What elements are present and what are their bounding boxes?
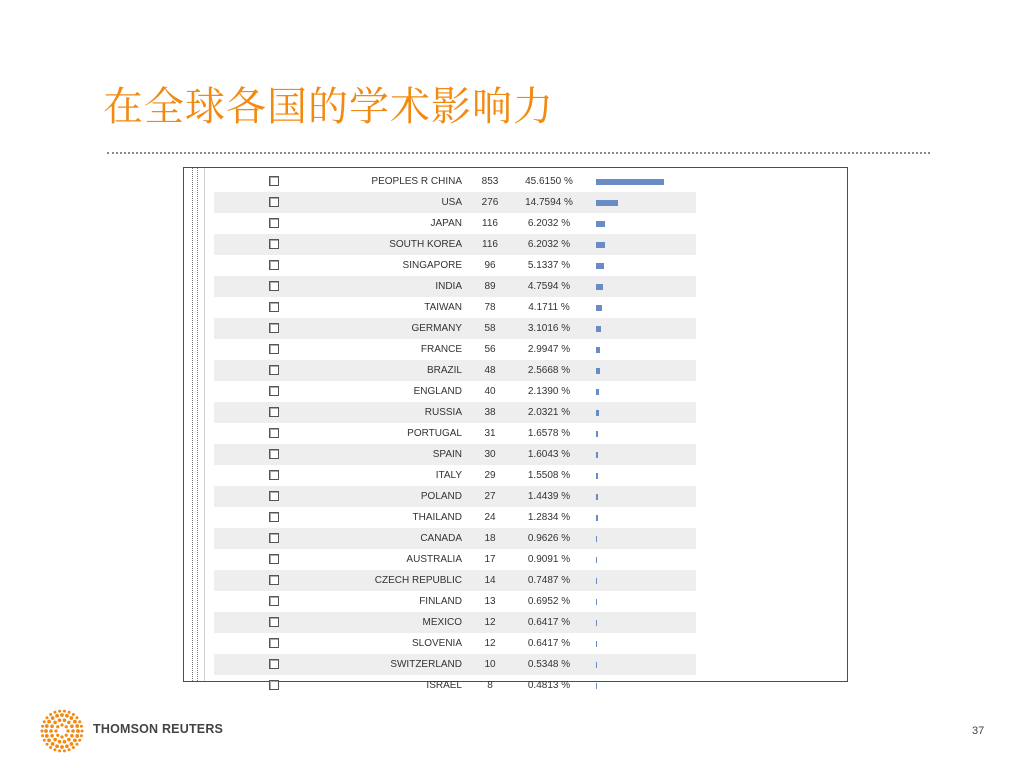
record-count: 58	[470, 318, 510, 339]
percent-bar	[596, 368, 600, 374]
record-percent: 0.6417 %	[527, 638, 571, 649]
logo-dot	[70, 724, 74, 728]
record-count: 29	[484, 470, 496, 481]
country-name: SINGAPORE	[402, 260, 462, 271]
logo-dot	[63, 718, 67, 722]
logo-dot	[78, 739, 81, 742]
record-count: 12	[484, 638, 496, 649]
logo-dot	[60, 713, 64, 717]
logo-dot	[41, 730, 44, 733]
percent-bar	[596, 305, 602, 311]
percent-bar	[596, 452, 598, 458]
table-row	[214, 507, 696, 528]
record-count: 30	[470, 444, 510, 465]
logo-dot	[73, 720, 77, 724]
logo-dot	[49, 746, 52, 749]
country-name: SPAIN	[334, 444, 470, 465]
percent-bar	[596, 326, 601, 332]
record-percent: 45.6150 %	[525, 176, 573, 187]
percent-bar	[596, 179, 664, 185]
row-select-checkbox[interactable]	[269, 617, 279, 627]
table-row	[214, 423, 696, 444]
logo-dot	[80, 734, 83, 737]
record-count: 48	[470, 360, 510, 381]
record-percent: 3.1016 %	[510, 318, 588, 339]
percent-bar	[596, 536, 597, 542]
logo-dot	[50, 724, 54, 728]
record-percent: 4.1711 %	[528, 302, 570, 313]
record-percent: 0.9091 %	[527, 554, 571, 565]
table-row	[214, 570, 696, 591]
country-name: CZECH REPUBLIC	[334, 570, 470, 591]
record-count: 96	[484, 260, 496, 271]
record-count: 89	[470, 276, 510, 297]
logo-dot	[65, 744, 69, 748]
country-name: ITALY	[435, 470, 462, 481]
logo-dot	[68, 748, 71, 751]
row-select-checkbox[interactable]	[269, 218, 279, 228]
logo-dot	[81, 730, 84, 733]
table-row	[214, 360, 696, 381]
row-select-checkbox[interactable]	[269, 449, 279, 459]
row-select-checkbox[interactable]	[269, 596, 279, 606]
table-row	[214, 402, 696, 423]
country-name: PEOPLES R CHINA	[371, 176, 462, 187]
logo-dot	[46, 743, 49, 746]
row-select-checkbox[interactable]	[269, 197, 279, 207]
record-count: 8	[487, 680, 493, 691]
row-select-checkbox[interactable]	[269, 680, 279, 690]
logo-dot	[58, 710, 61, 713]
percent-bar	[596, 221, 605, 227]
table-row	[214, 381, 696, 402]
table-row	[214, 633, 696, 654]
record-percent: 5.1337 %	[527, 260, 571, 271]
logo-dot	[75, 716, 78, 719]
percent-bar	[596, 284, 603, 290]
country-name: RUSSIA	[334, 402, 470, 423]
record-percent: 0.5348 %	[510, 654, 588, 675]
logo-dot	[66, 729, 69, 732]
logo-dot	[55, 744, 59, 748]
logo-dot	[56, 725, 59, 728]
logo-dot	[75, 743, 78, 746]
country-name: JAPAN	[430, 218, 462, 229]
country-name: SLOVENIA	[411, 638, 462, 649]
record-percent: 4.7594 %	[510, 276, 588, 297]
country-name: ENGLAND	[413, 386, 462, 397]
row-select-checkbox[interactable]	[269, 365, 279, 375]
record-percent: 0.4813 %	[527, 680, 571, 691]
record-count: 14	[470, 570, 510, 591]
logo-dot	[58, 718, 62, 722]
logo-dot	[54, 729, 57, 732]
record-count: 40	[484, 386, 496, 397]
row-select-checkbox[interactable]	[269, 386, 279, 396]
row-select-checkbox[interactable]	[269, 344, 279, 354]
record-count: 56	[484, 344, 496, 355]
country-name: TAIWAN	[424, 302, 462, 313]
table-row	[214, 276, 696, 297]
country-name: CANADA	[334, 528, 470, 549]
record-count: 31	[484, 428, 496, 439]
record-count: 24	[484, 512, 496, 523]
record-percent: 1.2834 %	[527, 512, 571, 523]
logo-dot	[45, 724, 49, 728]
logo-dot	[58, 740, 62, 744]
record-count: 116	[470, 234, 510, 255]
logo-dot	[60, 745, 64, 749]
record-percent: 2.0321 %	[510, 402, 588, 423]
logo-dot	[75, 734, 79, 738]
percent-bar	[596, 431, 598, 437]
logo-dot	[70, 716, 74, 720]
record-count: 116	[482, 218, 498, 229]
record-count: 10	[470, 654, 510, 675]
record-percent: 0.7487 %	[510, 570, 588, 591]
logo-dot	[41, 734, 44, 737]
percent-bar	[596, 578, 597, 584]
table-row	[214, 465, 696, 486]
row-select-checkbox[interactable]	[269, 575, 279, 585]
table-row	[214, 255, 696, 276]
percent-bar	[596, 494, 598, 500]
record-percent: 2.5668 %	[510, 360, 588, 381]
percent-bar	[596, 620, 597, 626]
brand-name: THOMSON REUTERS	[93, 722, 224, 736]
table-row	[214, 192, 696, 213]
logo-dot	[41, 725, 44, 728]
percent-bar	[596, 347, 600, 353]
table-row	[214, 654, 696, 675]
logo-dot	[63, 710, 66, 713]
logo-dot	[53, 748, 56, 751]
panel-guide-line	[197, 168, 198, 681]
row-select-checkbox[interactable]	[269, 470, 279, 480]
country-name: AUSTRALIA	[406, 554, 462, 565]
table-row	[214, 234, 696, 255]
logo-dot	[67, 721, 71, 725]
percent-bar	[596, 599, 597, 605]
country-name: SOUTH KOREA	[334, 234, 470, 255]
row-select-checkbox[interactable]	[269, 659, 279, 669]
logo-dot	[60, 735, 63, 738]
logo-dot	[63, 740, 67, 744]
percent-bar	[596, 263, 604, 269]
percent-bar	[596, 410, 599, 416]
table-row	[214, 591, 696, 612]
results-table	[214, 171, 696, 696]
record-percent: 0.6952 %	[527, 596, 571, 607]
logo-dot	[53, 738, 57, 742]
logo-dot	[58, 749, 61, 752]
row-select-checkbox[interactable]	[269, 554, 279, 564]
row-select-checkbox[interactable]	[269, 512, 279, 522]
record-count: 78	[484, 302, 496, 313]
row-select-checkbox[interactable]	[269, 302, 279, 312]
thomson-reuters-logo-icon	[40, 709, 84, 753]
record-percent: 0.6417 %	[510, 612, 588, 633]
logo-dot	[56, 734, 59, 737]
country-name: BRAZIL	[334, 360, 470, 381]
table-row	[214, 318, 696, 339]
logo-dot	[53, 721, 57, 725]
logo-dot	[51, 742, 55, 746]
row-select-checkbox[interactable]	[269, 428, 279, 438]
percent-bar	[596, 389, 599, 395]
percent-bar	[596, 641, 597, 647]
title-divider	[107, 152, 930, 154]
logo-dot	[76, 729, 80, 733]
table-row	[214, 486, 696, 507]
country-name: THAILAND	[412, 512, 462, 523]
logo-dot	[72, 713, 75, 716]
logo-dot	[43, 739, 46, 742]
record-count: 38	[470, 402, 510, 423]
row-select-checkbox[interactable]	[269, 176, 279, 186]
logo-dot	[65, 734, 68, 737]
logo-dot	[44, 729, 48, 733]
percent-bar	[596, 473, 598, 479]
logo-dot	[49, 713, 52, 716]
row-select-checkbox[interactable]	[269, 260, 279, 270]
logo-dot	[55, 714, 59, 718]
logo-dot	[63, 749, 66, 752]
table-row	[214, 213, 696, 234]
logo-dot	[46, 716, 49, 719]
record-percent: 1.4439 %	[510, 486, 588, 507]
logo-dot	[51, 716, 55, 720]
record-count: 17	[484, 554, 496, 565]
table-row	[214, 339, 696, 360]
logo-dot	[71, 729, 75, 733]
record-count: 12	[470, 612, 510, 633]
logo-dot	[47, 739, 51, 743]
table-row	[214, 612, 696, 633]
country-name: FRANCE	[420, 344, 462, 355]
row-select-checkbox[interactable]	[269, 533, 279, 543]
record-count: 18	[470, 528, 510, 549]
row-select-checkbox[interactable]	[269, 239, 279, 249]
country-name: FINLAND	[419, 596, 462, 607]
country-name: USA	[334, 192, 470, 213]
logo-dot	[65, 714, 69, 718]
table-row	[214, 675, 696, 696]
logo-dot	[70, 734, 74, 738]
record-percent: 1.6043 %	[510, 444, 588, 465]
slide-title: 在全球各国的学术影响力	[103, 84, 554, 130]
table-row	[214, 444, 696, 465]
logo-dot	[67, 738, 71, 742]
country-name: SWITZERLAND	[334, 654, 470, 675]
table-row	[214, 171, 696, 192]
row-select-checkbox[interactable]	[269, 638, 279, 648]
percent-bar	[596, 242, 605, 248]
record-percent: 14.7594 %	[510, 192, 588, 213]
record-percent: 6.2032 %	[527, 218, 571, 229]
table-row	[214, 549, 696, 570]
panel-guide-line	[204, 168, 205, 681]
logo-dot	[75, 724, 79, 728]
logo-dot	[80, 725, 83, 728]
country-name: POLAND	[334, 486, 470, 507]
row-select-checkbox[interactable]	[269, 281, 279, 291]
record-count: 27	[470, 486, 510, 507]
record-percent: 1.6578 %	[527, 428, 571, 439]
record-percent: 2.9947 %	[527, 344, 571, 355]
record-count: 853	[481, 176, 499, 187]
logo-dot	[60, 723, 63, 726]
logo-dot	[72, 746, 75, 749]
logo-dot	[65, 725, 68, 728]
record-percent: 6.2032 %	[510, 234, 588, 255]
record-count: 13	[484, 596, 496, 607]
percent-bar	[596, 557, 597, 563]
record-count: 276	[470, 192, 510, 213]
logo-dot	[68, 711, 71, 714]
record-percent: 0.9626 %	[510, 528, 588, 549]
record-percent: 1.5508 %	[527, 470, 571, 481]
logo-dot	[43, 720, 46, 723]
record-percent: 2.1390 %	[527, 386, 571, 397]
country-name: PORTUGAL	[407, 428, 462, 439]
logo-dot	[49, 729, 53, 733]
percent-bar	[596, 515, 598, 521]
logo-dot	[50, 734, 54, 738]
panel-guide-line	[192, 168, 193, 681]
country-name: INDIA	[334, 276, 470, 297]
logo-dot	[78, 720, 81, 723]
country-name: GERMANY	[334, 318, 470, 339]
percent-bar	[596, 683, 597, 689]
table-row	[214, 528, 696, 549]
table-row	[214, 297, 696, 318]
page-number: 37	[972, 725, 985, 737]
logo-dot	[47, 720, 51, 724]
logo-dot	[45, 734, 49, 738]
logo-dot	[53, 711, 56, 714]
row-select-checkbox[interactable]	[269, 407, 279, 417]
country-name: MEXICO	[334, 612, 470, 633]
country-name: ISRAEL	[426, 680, 462, 691]
results-panel[interactable]	[183, 167, 848, 691]
logo-dot	[70, 742, 74, 746]
row-select-checkbox[interactable]	[269, 491, 279, 501]
row-select-checkbox[interactable]	[269, 323, 279, 333]
percent-bar	[596, 200, 618, 206]
logo-dot	[73, 739, 77, 743]
percent-bar	[596, 662, 597, 668]
